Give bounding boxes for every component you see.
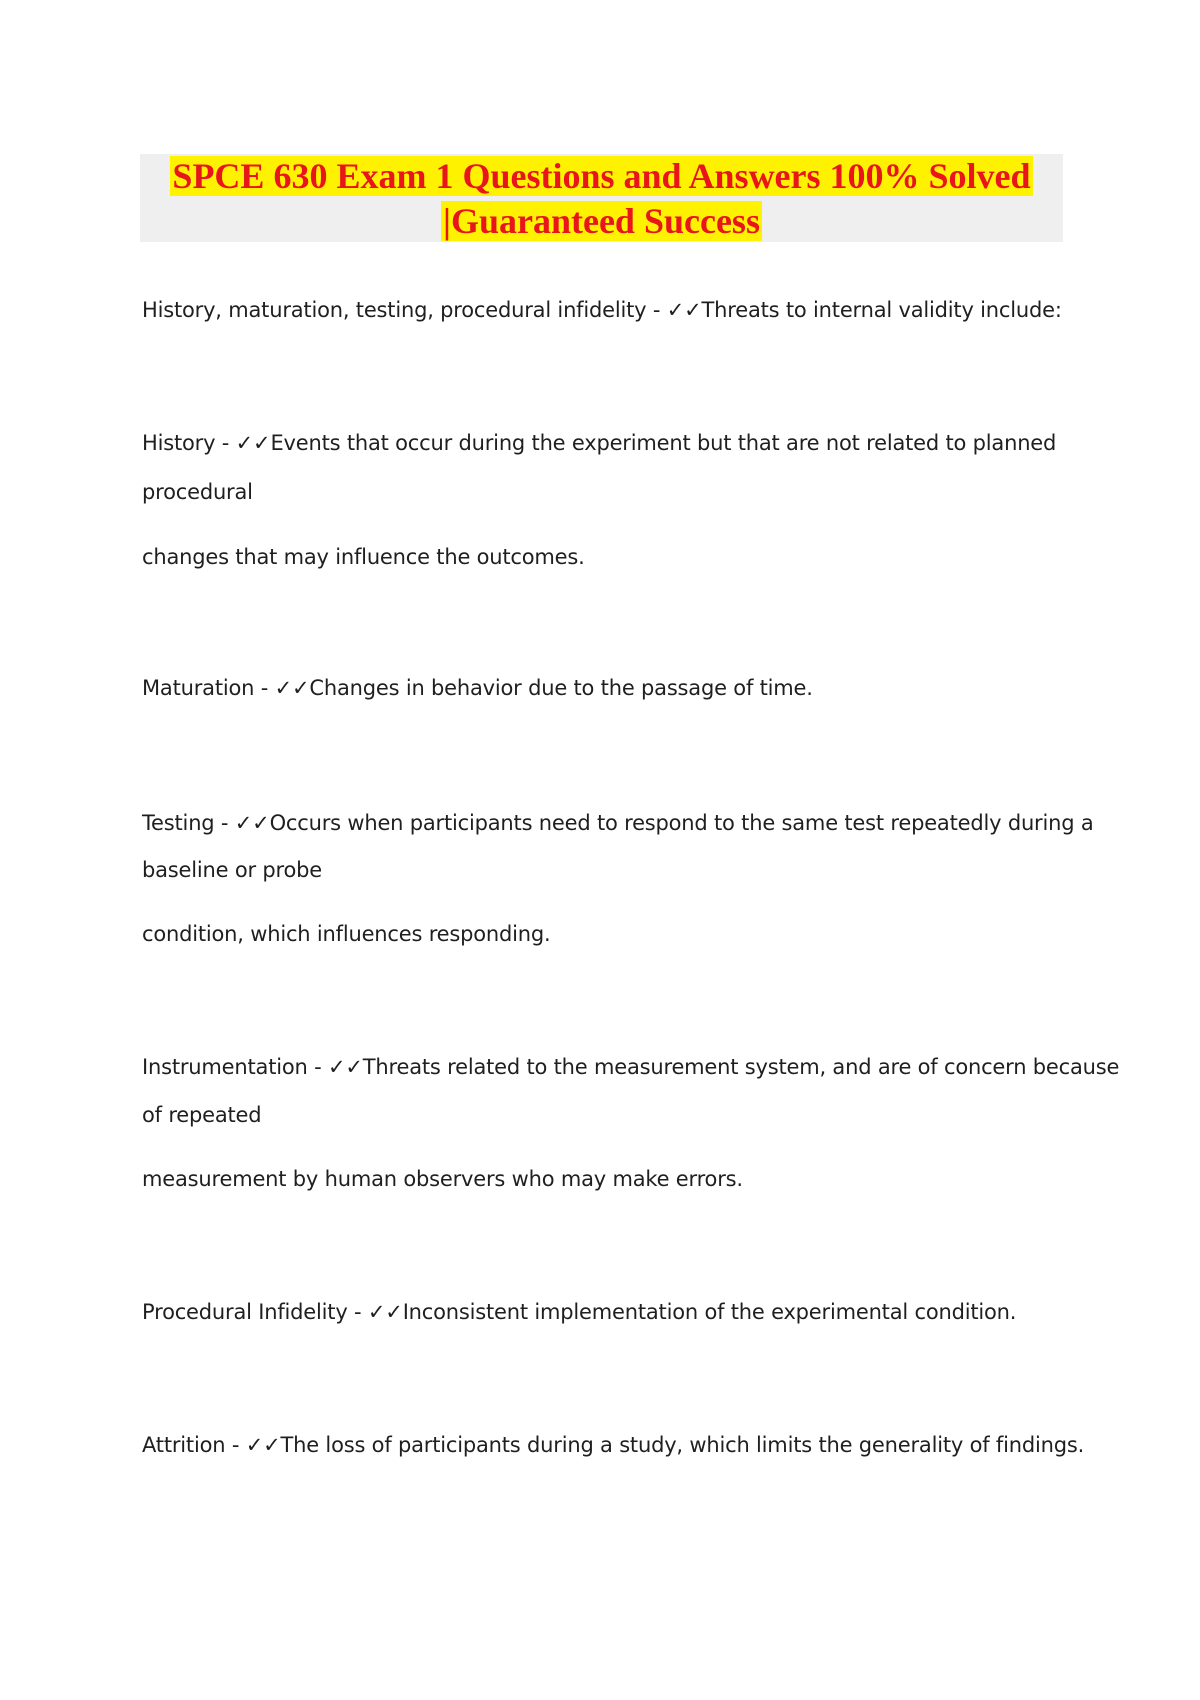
entry-6-line-0 [142,1430,1084,1460]
separator: - [307,1055,328,1079]
entry-0-line-0 [142,295,1062,325]
separator: - [225,1433,246,1457]
entry-definition: Events that occur during the experiment but that are not related to planned [270,431,1057,455]
entry-definition: Changes in behavior due to the passage of time. [309,676,813,700]
entry-2-line-0 [142,673,813,703]
entry-3-line-2: condition, which influences responding. [142,922,551,946]
double-check-icon: ✓✓ [327,1055,363,1079]
double-check-icon: ✓✓ [234,811,270,835]
double-check-icon: ✓✓ [274,676,310,700]
separator: - [215,431,236,455]
entry-term: Attrition [142,1433,226,1457]
entry-5-line-0 [142,1297,1016,1327]
entry-1-line-2: changes that may influence the outcomes. [142,545,585,569]
entry-term: Testing [142,811,215,835]
double-check-icon: ✓✓ [245,1433,281,1457]
entry-4-line-2: measurement by human observers who may make errors. [142,1167,743,1191]
double-check-icon: ✓✓ [235,431,271,455]
entry-4-line-1: of repeated [142,1103,262,1127]
entry-term: History, maturation, testing, procedural infidelity [142,298,647,322]
entry-definition: The loss of participants during a study, which limits the generality of findings. [280,1433,1085,1457]
separator: - [214,811,235,835]
entry-definition: Inconsistent implementation of the experimental condition. [402,1300,1017,1324]
entry-definition: Threats to internal validity include: [701,298,1062,322]
separator: - [254,676,275,700]
double-check-icon: ✓✓ [666,298,702,322]
entry-3-line-0 [142,808,1094,838]
entry-term: Maturation [142,676,255,700]
title-line-2: |Guaranteed Success [443,201,760,241]
entry-term: Instrumentation [142,1055,308,1079]
double-check-icon: ✓✓ [367,1300,403,1324]
entry-3-line-1: baseline or probe [142,858,322,882]
entry-1-line-0 [142,428,1056,458]
entry-definition: Threats related to the measurement system, and are of concern because [362,1055,1120,1079]
document-title [140,154,1063,244]
entry-definition: Occurs when participants need to respond to the same test repeatedly during a [269,811,1094,835]
separator: - [646,298,667,322]
entry-1-line-1: procedural [142,480,253,504]
title-line-1: SPCE 630 Exam 1 Questions and Answers 100% Solved [172,156,1031,196]
entry-term: History [142,431,216,455]
separator: - [347,1300,368,1324]
entry-4-line-0 [142,1052,1119,1082]
entry-term: Procedural Infidelity [142,1300,348,1324]
